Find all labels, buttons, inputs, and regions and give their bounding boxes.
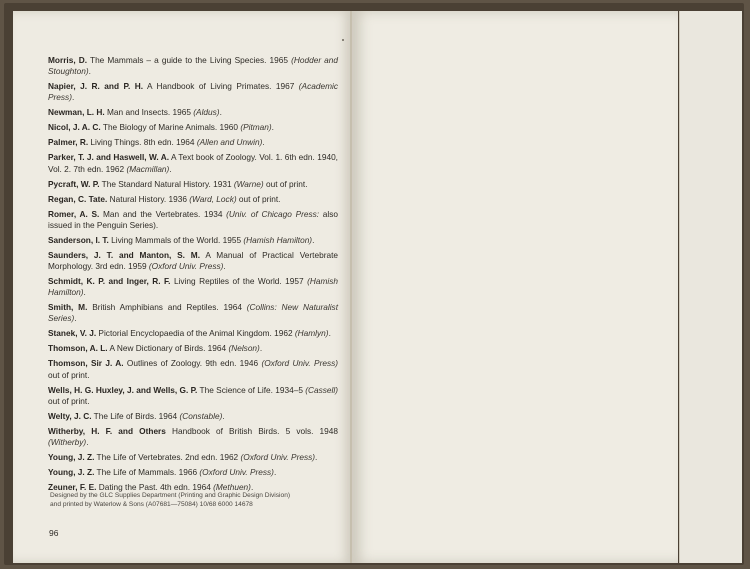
bibliography-entry	[48, 426, 338, 448]
entry-publisher: (Hodder and Stoughton)	[48, 55, 339, 77]
bibliography-entry	[48, 235, 338, 246]
entry-publisher: (Nelson)	[228, 343, 260, 354]
page-number: 96	[49, 528, 59, 538]
bibliography-entry	[48, 343, 338, 354]
entry-tail: .	[250, 482, 254, 493]
bibliography-entry	[48, 55, 338, 77]
bibliography-entry	[48, 194, 338, 205]
entry-tail: out of print.	[236, 193, 281, 204]
bibliography-entry	[48, 328, 338, 339]
entry-publisher: (Witherby)	[48, 437, 87, 448]
page-mark	[342, 39, 344, 41]
entry-title: Man and the Vertebrates. 1934	[99, 208, 227, 219]
entry-author: Witherby, H. F. and Others	[48, 425, 166, 436]
entry-author: Palmer, R.	[48, 137, 89, 148]
bibliography-entry	[48, 452, 338, 463]
entry-tail: out of print.	[263, 178, 308, 189]
entry-publisher: (Oxford Univ. Press)	[240, 452, 316, 463]
entry-author: Thomson, A. L.	[48, 343, 108, 354]
entry-publisher: (Academic Press)	[48, 81, 338, 103]
entry-title: The Standard Natural History. 1931	[99, 178, 234, 189]
entry-publisher: (Ward, Lock)	[189, 193, 237, 204]
entry-title: Outlines of Zoology. 9th edn. 1946	[123, 358, 262, 369]
entry-tail: .	[273, 467, 277, 478]
colophon-line-1: Designed by the GLC Supplies Department (Printing and Graphic Design Division)	[50, 492, 291, 499]
entry-publisher: (Oxford Univ. Press)	[148, 261, 224, 272]
entry-publisher: (Oxford Univ. Press)	[199, 467, 274, 478]
bibliography-entry	[48, 179, 338, 190]
colophon	[50, 492, 340, 509]
entry-author: Parker, T. J. and Haswell, W. A.	[48, 152, 170, 163]
entry-title: A New Dictionary of Birds. 1964	[107, 343, 229, 354]
entry-tail: .	[315, 452, 318, 463]
entry-tail: also issued in the Penguin Series).	[48, 208, 338, 230]
bibliography-entry	[48, 122, 338, 133]
right-page	[352, 11, 678, 563]
entry-author: Regan, C. Tate.	[48, 193, 108, 204]
entry-author: Young, J. Z.	[48, 452, 95, 463]
entry-publisher: (Constable)	[179, 410, 223, 421]
entry-title: The Science of Life. 1934–5	[197, 384, 306, 395]
entry-publisher: (Oxford Univ. Press)	[261, 358, 339, 369]
entry-author: Wells, H. G. Huxley, J. and Wells, G. P.	[48, 384, 198, 395]
bibliography-entry	[48, 209, 338, 231]
entry-publisher: (Collins: New Naturalist Series)	[48, 302, 339, 324]
entry-title: A Manual of Practical Vertebrate Morphology. 3rd edn. 1959	[48, 249, 338, 272]
entry-publisher: (Allen and Unwin)	[196, 137, 263, 148]
entry-tail: .	[88, 66, 91, 77]
entry-publisher: (Pitman)	[240, 122, 272, 133]
entry-publisher: (Cassell)	[305, 384, 338, 395]
entry-tail: .	[312, 234, 315, 245]
entry-title: Man and Insects. 1965	[104, 107, 194, 118]
bibliography-entry	[48, 358, 338, 380]
entry-title: A Handbook of Living Primates. 1967	[143, 81, 299, 92]
entry-author: Napier, J. R. and P. H.	[48, 81, 144, 92]
entry-tail: .	[328, 328, 331, 339]
entry-publisher: (Warne)	[233, 178, 264, 189]
entry-title: Natural History. 1936	[107, 193, 190, 204]
entry-title: The Mammals – a guide to the Living Species. 1965	[87, 55, 292, 65]
entry-title: Dating the Past. 4th edn. 1964	[96, 482, 214, 493]
entry-author: Newman, L. H.	[48, 107, 105, 118]
entry-title: Living Mammals of the World. 1955	[108, 234, 244, 245]
bibliography-entry	[48, 81, 338, 103]
entry-title: The Biology of Marine Animals. 1960	[100, 122, 241, 133]
bibliography-entry	[48, 302, 338, 324]
entry-title: The Life of Mammals. 1966	[94, 467, 200, 478]
entry-title: Living Things. 8th edn. 1964	[88, 137, 197, 148]
entry-author: Smith, M.	[48, 302, 88, 313]
entry-author: Morris, D.	[48, 55, 88, 65]
entry-tail: .	[271, 122, 274, 133]
entry-publisher: (Univ. of Chicago Press:	[226, 208, 320, 219]
entry-publisher: (Hamish Hamilton)	[243, 234, 313, 245]
entry-title: The Life of Vertebrates. 2nd edn. 1962	[94, 452, 241, 463]
entry-title: Pictorial Encyclopaedia of the Animal Kingdom. 1962	[96, 328, 295, 339]
entry-publisher: (Methuen)	[213, 482, 251, 493]
bibliography-entry	[48, 411, 338, 422]
entry-publisher: (Hamish Hamilton)	[48, 276, 338, 298]
entry-tail: out of print.	[48, 395, 90, 406]
entry-publisher: (Macmillan)	[126, 163, 170, 174]
entry-publisher: (Hamlyn)	[294, 328, 329, 339]
entry-author: Zeuner, F. E.	[48, 482, 97, 493]
entry-title: Handbook of British Birds. 5 vols. 1948	[165, 425, 338, 436]
entry-tail: .	[259, 343, 263, 354]
entry-author: Young, J. Z.	[48, 467, 95, 478]
bibliography-entry	[48, 107, 338, 118]
entry-title: A Text book of Zoology. Vol. 1. 6th edn. 1940, Vol. 2. 7th edn. 1962	[48, 152, 338, 174]
entry-publisher: (Aldus)	[193, 107, 220, 118]
entry-tail: .	[219, 107, 222, 118]
entry-title: The Life of Birds. 1964	[91, 410, 180, 421]
bibliography-entry	[48, 385, 338, 407]
entry-tail: .	[83, 287, 86, 298]
entry-tail: .	[222, 410, 225, 421]
entry-author: Saunders, J. T. and Manton, S. M.	[48, 249, 201, 260]
bibliography-entry	[48, 152, 338, 174]
bibliography-list	[48, 55, 338, 497]
entry-title: British Amphibians and Reptiles. 1964	[87, 302, 247, 313]
entry-author: Romer, A. S.	[48, 208, 100, 219]
bibliography-entry	[48, 137, 338, 148]
entry-author: Thomson, Sir J. A.	[48, 358, 124, 369]
entry-author: Welty, J. C.	[48, 410, 92, 421]
entry-author: Schmidt, K. P. and Inger, R. F.	[48, 276, 171, 287]
entry-author: Stanek, V. J.	[48, 328, 97, 339]
entry-author: Sanderson, I. T.	[48, 234, 109, 245]
colophon-line-2: and printed by Waterlow & Sons (A07681—75084) 10/68 6000 14678	[50, 500, 253, 508]
bibliography-entry	[48, 250, 338, 272]
entry-tail: .	[223, 261, 226, 272]
entry-title: Living Reptiles of the World. 1957	[170, 276, 308, 287]
entry-author: Pycraft, W. P.	[48, 178, 100, 189]
entry-author: Nicol, J. A. C.	[48, 122, 101, 133]
entry-tail: .	[86, 437, 89, 448]
entry-tail: .	[262, 137, 265, 148]
endpaper	[679, 11, 742, 563]
entry-tail: .	[71, 92, 75, 103]
entry-tail: .	[74, 313, 77, 324]
bibliography-entry	[48, 276, 338, 298]
entry-tail: out of print.	[48, 369, 90, 380]
bibliography-entry	[48, 467, 338, 478]
entry-tail: .	[169, 163, 172, 174]
